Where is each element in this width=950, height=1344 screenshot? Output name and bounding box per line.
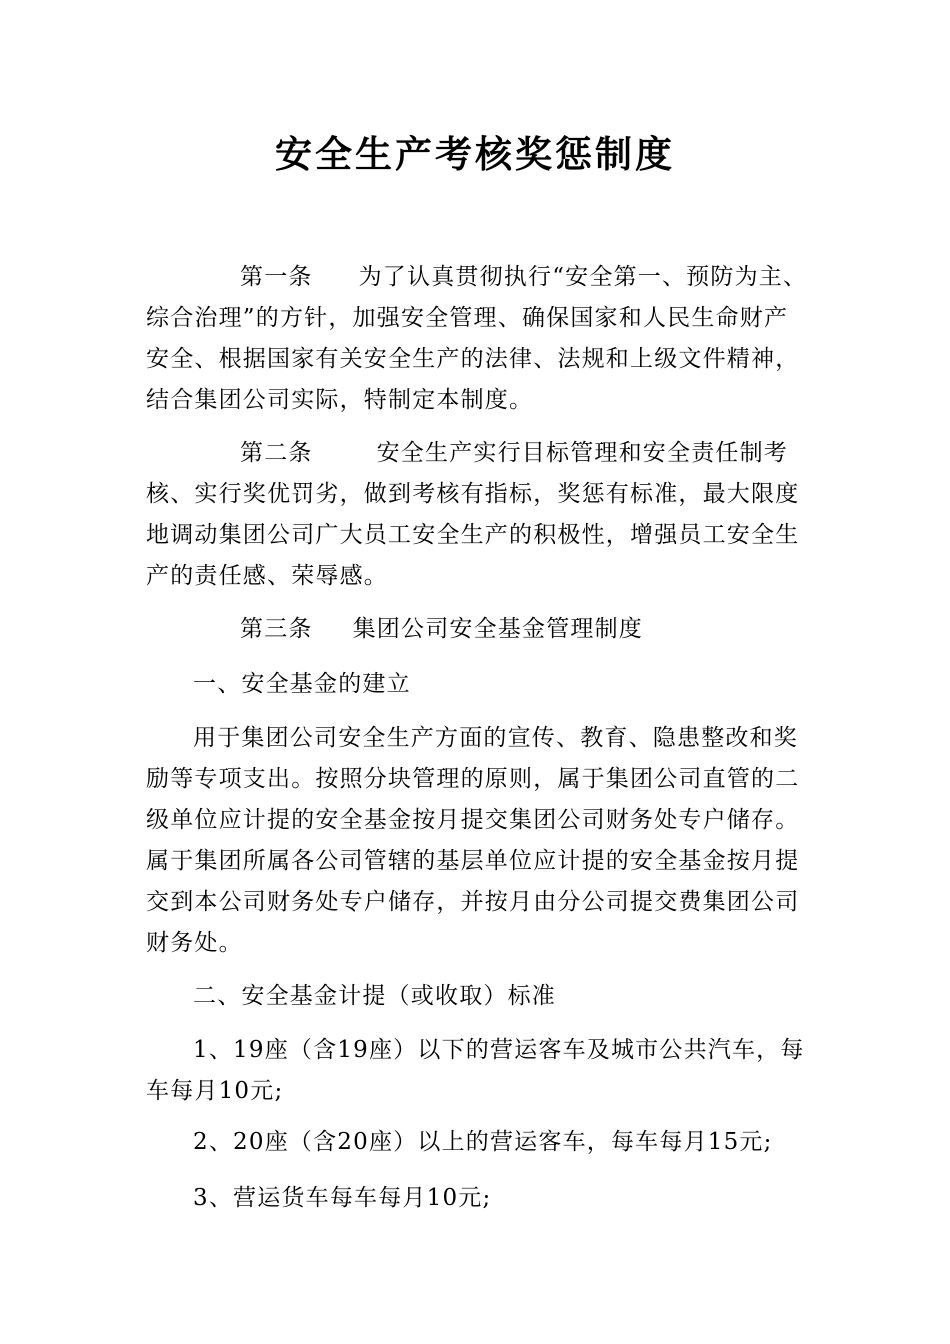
- article-3-text: 集团公司安全基金管理制度: [352, 616, 644, 642]
- section-2-heading: 二、安全基金计提（或收取）标准: [193, 983, 556, 1009]
- list-item-3: 3、营运货车每车每月10元;: [193, 1185, 492, 1211]
- article-3: [146, 609, 810, 650]
- article-1: [146, 257, 810, 421]
- article-2-label: 第二条: [240, 440, 313, 466]
- section-1-heading: 一、安全基金的建立: [193, 671, 411, 697]
- article-1-label: 第一条: [240, 264, 313, 290]
- list-item-1: 1、19座（含19座）以下的营运客车及城市公共汽车，每车每月10元;: [146, 1037, 805, 1104]
- document-title: 安全生产考核奖惩制度: [275, 132, 675, 176]
- article-2-text: 安全生产实行目标管理和安全责任制考核、实行奖优罚劣，做到考核有指标，奖惩有标准，最大限度地调动集团公司广大员工安全生产的积极性，增强员工安全生产的责任感、荣辱感。: [146, 440, 800, 589]
- article-2: [146, 433, 810, 597]
- list-item-2: 2、20座（含20座）以上的营运客车，每车每月15元;: [193, 1129, 773, 1155]
- article-3-label: 第三条: [240, 616, 313, 642]
- section-1-paragraph: 用于集团公司安全生产方面的宣传、教育、隐患整改和奖励等专项支出。按照分块管理的原则，属于集团公司直管的二级单位应计提的安全基金按月提交集团公司财务处专户储存。属于集团所属各公司管辖的基层单位应计提的安全基金按月提交到本公司财务处专户储存，并按月由分公司提交费集团公司财务处。: [146, 725, 800, 956]
- article-1-text: 为了认真贯彻执行“安全第一、预防为主、综合治理”的方针，加强安全管理、确保国家和人民生命财产安全、根据国家有关安全生产的法律、法规和上级文件精神，结合集团公司实际，特制定本制度。: [146, 264, 808, 413]
